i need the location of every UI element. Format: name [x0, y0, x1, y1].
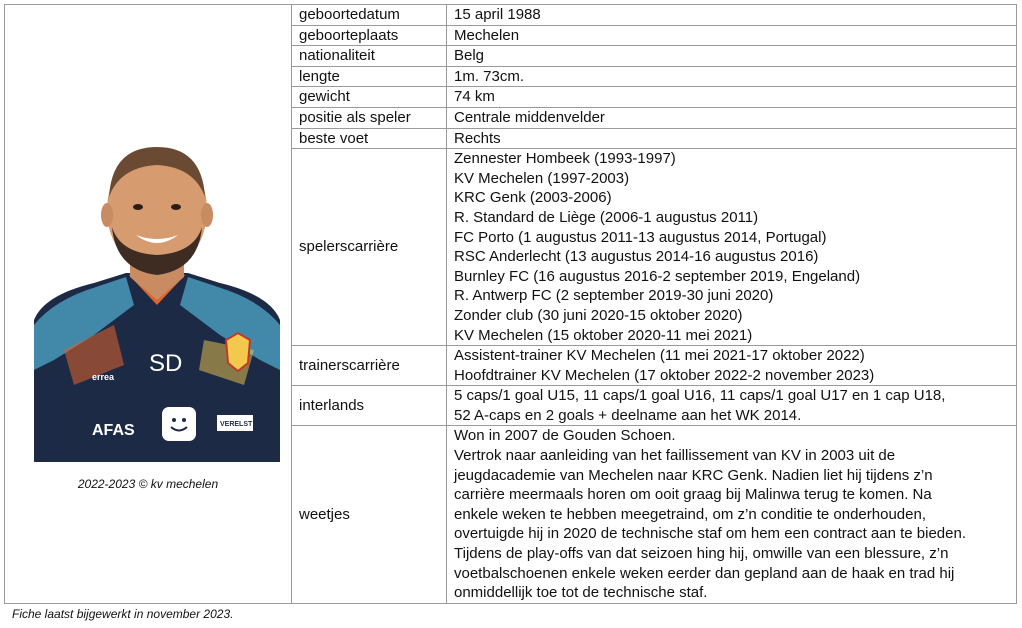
value-beste-voet: Rechts — [447, 128, 1017, 149]
value-interlands — [447, 386, 1017, 426]
weetjes-line: onmiddellijk toe tot de technische staf. — [454, 584, 708, 602]
club-entry: RSC Anderlecht (13 augustus 2014-16 augustus 2016) — [454, 248, 819, 266]
sponsor-afas: AFAS — [92, 421, 135, 439]
value-trainerscarriere — [447, 346, 1017, 386]
club-entry: KV Mechelen (15 oktober 2020-11 mei 2021) — [454, 326, 753, 344]
shirt-initials: SD — [149, 349, 183, 377]
value-spelerscarriere — [447, 149, 1017, 346]
row-geboortedatum — [5, 5, 1017, 26]
club-entry: R. Standard de Liège (2006-1 augustus 2011) — [454, 208, 759, 226]
interlands-line: 52 A-caps en 2 goals + deelname aan het WK 2014. — [454, 406, 802, 424]
label-weetjes: weetjes — [292, 426, 447, 603]
weetjes-line: Tijdens de play-offs van dat seizoen hing hij, omwille van een blessure, z’n — [454, 545, 949, 563]
telenet-logo-icon — [162, 407, 196, 441]
photo-caption: 2022-2023 © kv mechelen — [77, 476, 219, 491]
label-geboortedatum: geboortedatum — [292, 5, 447, 26]
value-gewicht: 74 km — [447, 87, 1017, 108]
player-fiche-table — [4, 4, 1017, 604]
value-geboorteplaats: Mechelen — [447, 25, 1017, 46]
label-trainerscarriere: trainerscarrière — [292, 346, 447, 386]
weetjes-line: Vertrok naar aanleiding van het faillissement van KV in 2003 uit de — [454, 447, 896, 465]
label-interlands: interlands — [292, 386, 447, 426]
club-entry: Burnley FC (16 augustus 2016-2 september 2019, Engeland) — [454, 267, 861, 285]
weetjes-line: enkele weken te hebben meegetraind, om z’n conditie te onderhouden, — [454, 505, 926, 523]
label-gewicht: gewicht — [292, 87, 447, 108]
weetjes-line: carrière meermaals horen om ooit graag bij Malinwa terug te komen. Na — [454, 486, 932, 504]
label-spelerscarriere: spelerscarrière — [292, 149, 447, 346]
club-entry: FC Porto (1 augustus 2011-13 augustus 2014, Portugal) — [454, 228, 827, 246]
club-crest-icon — [226, 333, 250, 371]
value-nationaliteit: Belg — [447, 46, 1017, 67]
player-portrait-image — [34, 135, 280, 462]
trainer-entry: Assistent-trainer KV Mechelen (11 mei 2021-17 oktober 2022) — [454, 347, 865, 365]
value-geboortedatum: 15 april 1988 — [447, 5, 1017, 26]
value-lengte: 1m. 73cm. — [447, 66, 1017, 87]
label-beste-voet: beste voet — [292, 128, 447, 149]
sponsor-verelst: VERELST — [220, 420, 253, 428]
weetjes-line: jeugdacademie van Mechelen naar KRC Genk. Nadien liet hij tijdens z’n — [454, 466, 933, 484]
weetjes-line: Won in 2007 de Gouden Schoen. — [454, 427, 676, 445]
club-entry: KRC Genk (2003-2006) — [454, 189, 612, 207]
label-lengte: lengte — [292, 66, 447, 87]
interlands-line: 5 caps/1 goal U15, 11 caps/1 goal U16, 11 caps/1 goal U17 en 1 cap U18, — [454, 387, 946, 405]
weetjes-line: voetbalschoenen enkele weken eerder dan gepland aan de haak en trad hij — [454, 564, 955, 582]
footer-note: Fiche laatst bijgewerkt in november 2023. — [12, 607, 234, 621]
weetjes-line: overtuigde hij in 2020 de technische staf om hem een contract aan te bieden. — [454, 525, 966, 543]
trainer-entry: Hoofdtrainer KV Mechelen (17 oktober 2022-2 november 2023) — [454, 366, 875, 384]
label-nationaliteit: nationaliteit — [292, 46, 447, 67]
label-geboorteplaats: geboorteplaats — [292, 25, 447, 46]
sponsor-errea: errea — [92, 371, 115, 382]
club-entry: R. Antwerp FC (2 september 2019-30 juni 2020) — [454, 287, 774, 305]
player-photo — [34, 135, 280, 462]
photo-cell — [5, 5, 292, 604]
club-entry: KV Mechelen (1997-2003) — [454, 169, 630, 187]
club-entry: Zennester Hombeek (1993-1997) — [454, 150, 676, 168]
value-positie: Centrale middenvelder — [447, 107, 1017, 128]
club-entry: Zonder club (30 juni 2020-15 oktober 2020) — [454, 306, 743, 324]
value-weetjes — [447, 426, 1017, 603]
label-positie: positie als speler — [292, 107, 447, 128]
